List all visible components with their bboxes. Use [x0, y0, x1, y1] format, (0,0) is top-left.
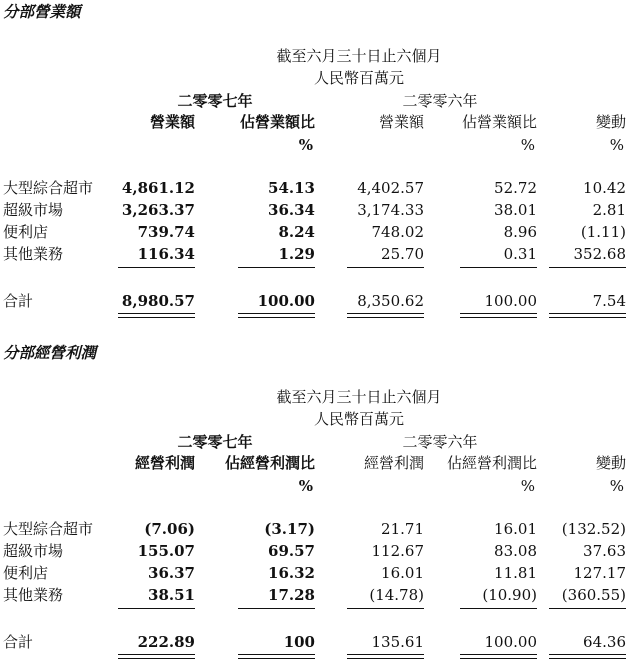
cell-share-2006: 0.31 [503, 245, 537, 263]
total-double-rule [118, 313, 195, 318]
cell-share-2007: 8.24 [278, 223, 315, 241]
row-label: 超級市場 [3, 201, 64, 219]
cell-value-2006: 748.02 [371, 223, 424, 241]
year-2006: 二零零六年 [402, 92, 478, 110]
cell-change: 10.42 [583, 179, 626, 197]
cell-value-2007: 38.51 [148, 586, 195, 604]
section-title: 分部經營利潤 [3, 343, 97, 362]
cell-share-2006: 52.72 [494, 179, 537, 197]
row-label: 便利店 [3, 564, 49, 582]
cell-share-2007: 54.13 [268, 179, 315, 197]
row-label: 超級市場 [3, 542, 64, 560]
subtotal-rule [460, 608, 537, 609]
col-header-value-2006: 營業額 [378, 113, 424, 131]
total-value-2007: 8,980.57 [121, 292, 195, 310]
cell-change: 127.17 [573, 564, 626, 582]
cell-value-2007: 3,263.37 [121, 201, 195, 219]
cell-share-2007: (3.17) [264, 520, 315, 538]
subtotal-rule [549, 608, 626, 609]
total-value-2006: 8,350.62 [357, 292, 424, 310]
pct-2006: % [520, 136, 535, 154]
total-value-2007: 222.89 [137, 633, 195, 651]
cell-share-2007: 36.34 [268, 201, 315, 219]
cell-value-2006: 112.67 [371, 542, 424, 560]
cell-value-2007: 116.34 [137, 245, 195, 263]
total-double-rule [238, 654, 315, 659]
subtotal-rule [238, 267, 315, 268]
year-2007: 二零零七年 [177, 92, 253, 110]
subtotal-rule [118, 267, 195, 268]
unit-label: 人民幣百萬元 [313, 69, 404, 87]
cell-change: 2.81 [592, 201, 626, 219]
cell-value-2006: (14.78) [369, 586, 424, 604]
subtotal-rule [549, 267, 626, 268]
section-title: 分部營業額 [3, 2, 81, 21]
year-2007: 二零零七年 [177, 433, 253, 451]
cell-share-2006: 83.08 [494, 542, 537, 560]
row-label: 大型綜合超市 [3, 520, 94, 538]
subtotal-rule [118, 608, 195, 609]
total-share-2007: 100 [283, 633, 315, 651]
pct-2006: % [520, 477, 535, 495]
total-double-rule [238, 313, 315, 318]
cell-change: (1.11) [580, 223, 626, 241]
cell-share-2007: 17.28 [268, 586, 315, 604]
cell-share-2006: 11.81 [494, 564, 537, 582]
col-header-share-2007: 佔經營利潤比 [224, 454, 315, 472]
total-double-rule [347, 313, 424, 318]
total-double-rule [460, 313, 537, 318]
row-label: 其他業務 [3, 586, 64, 604]
cell-value-2007: 4,861.12 [121, 179, 195, 197]
total-double-rule [347, 654, 424, 659]
unit-label: 人民幣百萬元 [313, 410, 404, 428]
total-double-rule [549, 654, 626, 659]
cell-value-2006: 16.01 [381, 564, 424, 582]
total-double-rule [460, 654, 537, 659]
cell-share-2006: (10.90) [482, 586, 537, 604]
pct-2007: % [298, 136, 313, 154]
cell-share-2007: 1.29 [278, 245, 315, 263]
cell-share-2007: 16.32 [268, 564, 315, 582]
year-2006: 二零零六年 [402, 433, 478, 451]
cell-value-2006: 25.70 [381, 245, 424, 263]
total-value-2006: 135.61 [371, 633, 424, 651]
cell-change: (132.52) [561, 520, 626, 538]
cell-share-2006: 16.01 [494, 520, 537, 538]
period-heading: 截至六月三十日止六個月 [276, 388, 442, 406]
col-header-value-2007: 營業額 [149, 113, 195, 131]
cell-change: 352.68 [573, 245, 626, 263]
cell-value-2006: 21.71 [381, 520, 424, 538]
row-label: 大型綜合超市 [3, 179, 94, 197]
col-header-change: 變動 [595, 113, 626, 131]
cell-change: 37.63 [583, 542, 626, 560]
cell-value-2006: 4,402.57 [357, 179, 424, 197]
subtotal-rule [238, 608, 315, 609]
row-label: 便利店 [3, 223, 49, 241]
total-share-2007: 100.00 [257, 292, 315, 310]
row-label: 其他業務 [3, 245, 64, 263]
pct-change: % [609, 136, 624, 154]
total-double-rule [118, 654, 195, 659]
col-header-value-2007: 經營利潤 [134, 454, 195, 472]
total-double-rule [549, 313, 626, 318]
col-header-share-2006: 佔經營利潤比 [446, 454, 537, 472]
cell-share-2006: 8.96 [503, 223, 537, 241]
col-header-share-2006: 佔營業額比 [461, 113, 537, 131]
total-label: 合計 [3, 633, 34, 651]
cell-value-2007: 36.37 [148, 564, 195, 582]
pct-2007: % [298, 477, 313, 495]
cell-value-2007: 739.74 [137, 223, 195, 241]
total-share-2006: 100.00 [484, 292, 537, 310]
cell-value-2007: (7.06) [144, 520, 195, 538]
col-header-value-2006: 經營利潤 [363, 454, 424, 472]
total-change: 7.54 [592, 292, 626, 310]
total-share-2006: 100.00 [484, 633, 537, 651]
subtotal-rule [347, 267, 424, 268]
cell-value-2007: 155.07 [137, 542, 195, 560]
col-header-change: 變動 [595, 454, 626, 472]
total-change: 64.36 [583, 633, 626, 651]
cell-value-2006: 3,174.33 [357, 201, 424, 219]
total-label: 合計 [3, 292, 34, 310]
cell-change: (360.55) [561, 586, 626, 604]
cell-share-2006: 38.01 [494, 201, 537, 219]
pct-change: % [609, 477, 624, 495]
cell-share-2007: 69.57 [268, 542, 315, 560]
col-header-share-2007: 佔營業額比 [239, 113, 315, 131]
subtotal-rule [347, 608, 424, 609]
subtotal-rule [460, 267, 537, 268]
period-heading: 截至六月三十日止六個月 [276, 47, 442, 65]
